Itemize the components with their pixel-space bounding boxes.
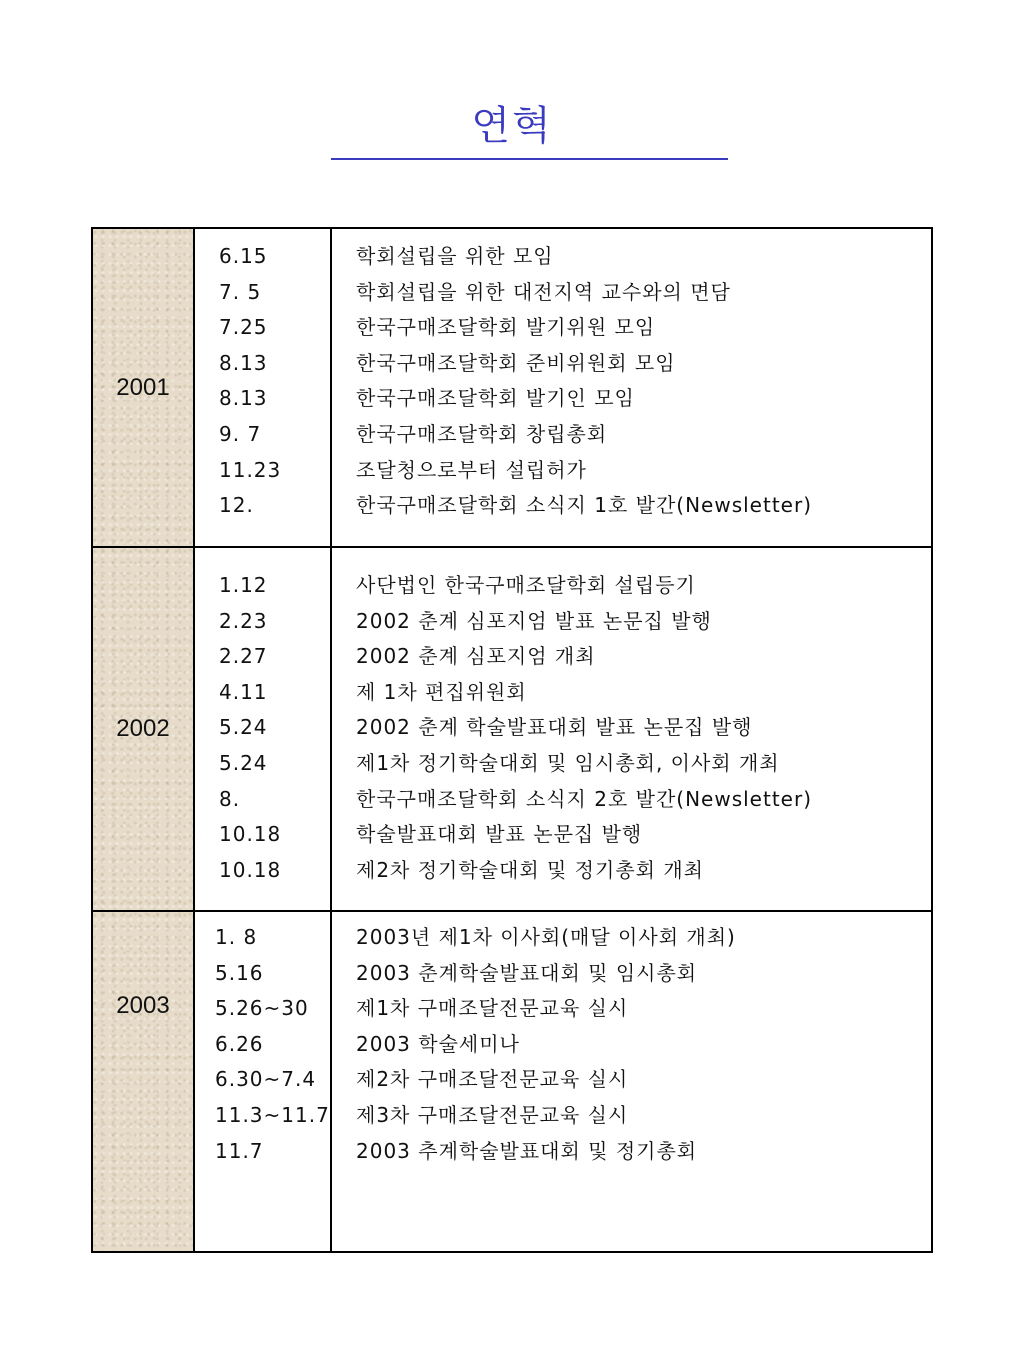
event-list: [332, 548, 931, 888]
table-row-2002: [92, 547, 932, 911]
entry-event: 한국구매조달학회 소식지 2호 발간(Newsletter): [356, 786, 812, 811]
entry-date: 8.: [219, 786, 241, 811]
entry-event: 한국구매조달학회 창립총회: [356, 421, 608, 446]
entry-event: 제1차 구매조달전문교육 실시: [356, 996, 629, 1021]
entry-event: 2002 춘계 심포지엄 발표 논문집 발행: [356, 608, 712, 633]
entry-event: 한국구매조달학회 발기위원 모임: [356, 315, 656, 340]
event-cell: [331, 228, 932, 547]
entry-event: 2003 학술세미나: [356, 1031, 520, 1056]
entry-date: 6.15: [219, 244, 268, 268]
entry-date: 5.24: [219, 750, 268, 775]
entry-event: 2003 춘계학술발표대회 및 임시총회: [356, 960, 698, 985]
date-list: [195, 548, 330, 888]
event-list: [332, 912, 931, 1169]
entry-date: 12.: [219, 493, 254, 518]
entry-date: 9. 7: [219, 421, 262, 446]
year-cell: 2001: [92, 228, 194, 547]
table-row-2003: [92, 911, 932, 1252]
event-cell: [331, 547, 932, 911]
event-list: [332, 229, 931, 524]
entry-event: 2003 추계학술발표대회 및 정기총회: [356, 1138, 698, 1163]
history-table: [91, 227, 933, 1253]
entry-date: 10.18: [219, 857, 282, 882]
entry-event: 한국구매조달학회 소식지 1호 발간(Newsletter): [356, 493, 812, 518]
entry-date: 5.26~30: [215, 996, 309, 1021]
year-cell: 2003: [92, 911, 194, 1252]
entry-date: 8.13: [219, 386, 268, 411]
entry-date: 11.7: [215, 1138, 264, 1163]
entry-event: 한국구매조달학회 준비위원회 모임: [356, 350, 676, 375]
entry-date: 2.27: [219, 644, 268, 669]
entry-date: 1.12: [219, 573, 268, 597]
entry-date: 10.18: [219, 822, 282, 847]
title-underline: [331, 158, 728, 160]
date-list: [195, 912, 330, 1169]
entry-event: 제 1차 편집위원회: [356, 679, 527, 704]
date-cell: [194, 547, 331, 911]
entry-event: 2003년 제1차 이사회(매달 이사회 개최): [356, 925, 736, 949]
entry-event: 조달청으로부터 설립허가: [356, 457, 587, 482]
page-title: 연혁: [471, 103, 553, 149]
entry-event: 제2차 구매조달전문교육 실시: [356, 1067, 629, 1092]
entry-date: 6.30~7.4: [215, 1067, 317, 1092]
entry-date: 11.23: [219, 457, 282, 482]
entry-event: 제2차 정기학술대회 및 정기총회 개최: [356, 857, 704, 882]
date-cell: [194, 911, 331, 1252]
date-cell: [194, 228, 331, 547]
entry-date: 4.11: [219, 679, 268, 704]
entry-event: 2002 춘계 심포지엄 개최: [356, 644, 596, 669]
entry-date: 6.26: [215, 1031, 264, 1056]
entry-date: 7. 5: [219, 279, 262, 304]
event-cell: [331, 911, 932, 1252]
date-list: [195, 229, 330, 524]
entry-date: 7.25: [219, 315, 268, 340]
entry-event: 학회설립을 위한 모임: [356, 244, 554, 268]
entry-event: 제3차 구매조달전문교육 실시: [356, 1102, 629, 1127]
entry-event: 제1차 정기학술대회 및 임시총회, 이사회 개최: [356, 750, 780, 775]
entry-date: 1. 8: [215, 925, 258, 949]
entry-date: 5.24: [219, 715, 268, 740]
entry-event: 사단법인 한국구매조달학회 설립등기: [356, 573, 696, 597]
entry-event: 학회설립을 위한 대전지역 교수와의 면담: [356, 279, 731, 304]
entry-event: 2002 춘계 학술발표대회 발표 논문집 발행: [356, 715, 753, 740]
entry-date: 2.23: [219, 608, 268, 633]
entry-date: 11.3~11.7: [215, 1102, 330, 1127]
entry-date: 5.16: [215, 960, 264, 985]
entry-event: 학술발표대회 발표 논문집 발행: [356, 822, 643, 847]
year-cell: 2002: [92, 547, 194, 911]
entry-event: 한국구매조달학회 발기인 모임: [356, 386, 635, 411]
table-row-2001: [92, 228, 932, 547]
entry-date: 8.13: [219, 350, 268, 375]
